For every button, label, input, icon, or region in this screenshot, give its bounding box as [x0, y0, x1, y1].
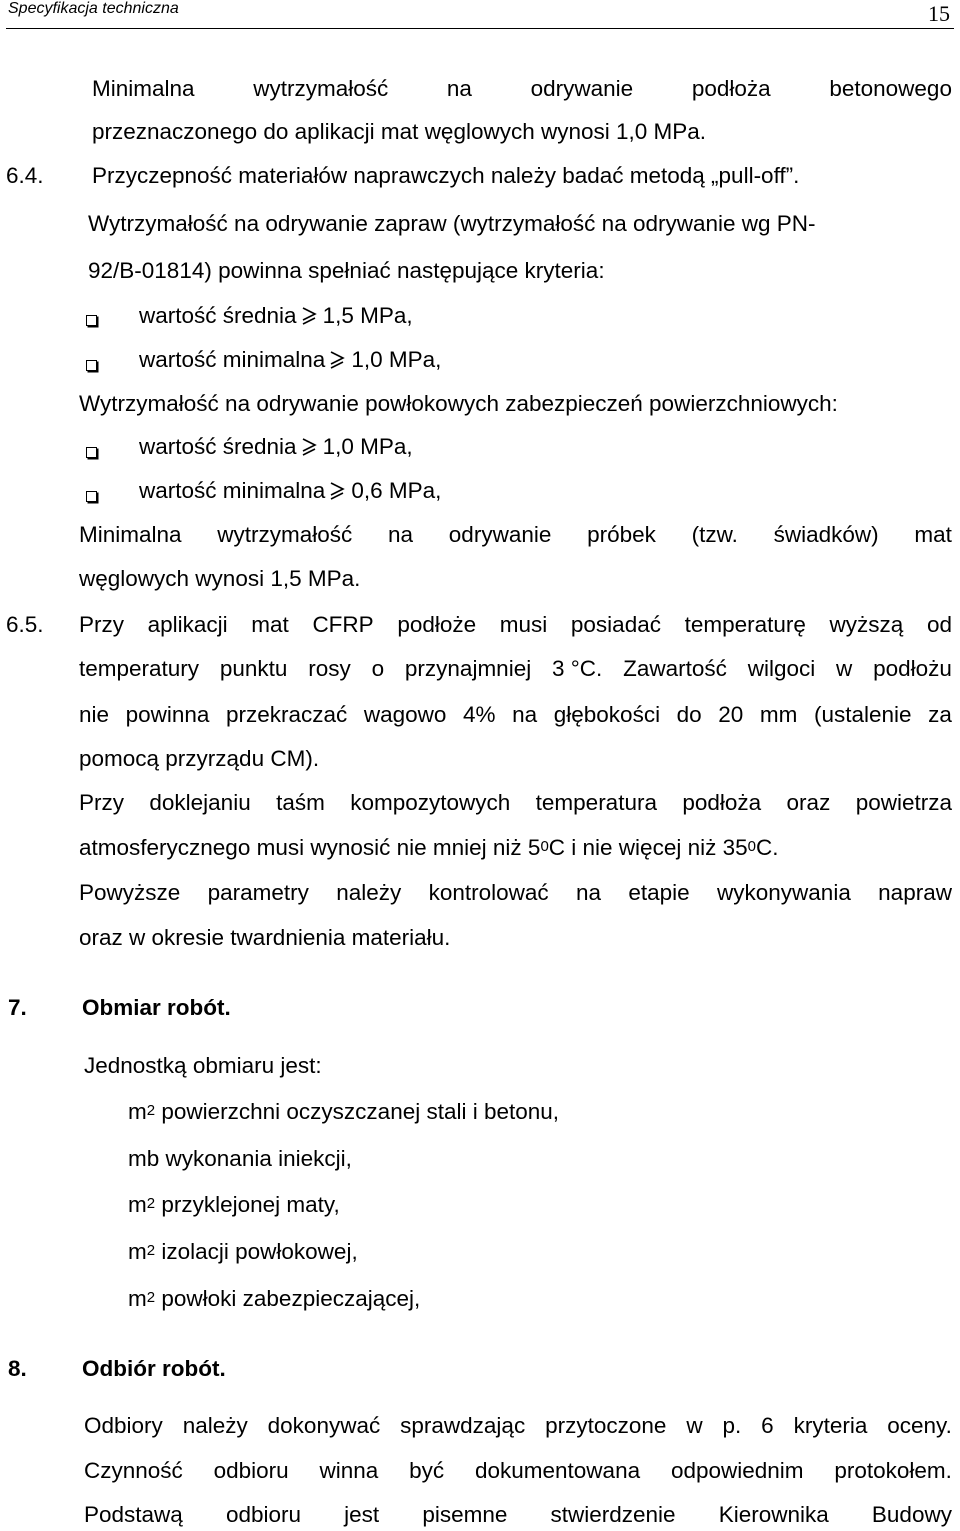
bullet-b2 — [139, 478, 441, 504]
word: Czynność — [84, 1458, 183, 1483]
word: do — [676, 702, 702, 727]
s65-line4: pomocą przyrządu CM). — [79, 746, 320, 771]
word: w — [836, 656, 853, 681]
word: być — [409, 1458, 445, 1483]
greater-equal-icon — [329, 350, 345, 370]
unit: m — [128, 1286, 147, 1311]
s8-line2 — [84, 1458, 952, 1484]
word: 6 — [761, 1413, 774, 1438]
checkbox-bullet-icon — [86, 315, 97, 326]
word: wytrzymałość — [217, 522, 353, 547]
word: taśm — [276, 790, 325, 815]
word: wykonywania — [717, 880, 851, 905]
word: (tzw. — [691, 522, 738, 547]
word: wilgoci — [747, 656, 816, 681]
word: odbioru — [213, 1458, 289, 1483]
word: przekraczać — [226, 702, 348, 727]
word: odrywanie — [530, 76, 634, 101]
word: świadków) — [773, 522, 879, 547]
word: należy — [336, 880, 402, 905]
word: Podstawą — [84, 1502, 183, 1527]
word: należy — [182, 1413, 248, 1438]
word: oraz — [786, 790, 831, 815]
word: próbek — [587, 522, 656, 547]
greater-equal-icon — [301, 306, 317, 326]
word: odpowiednim — [670, 1458, 804, 1483]
header-rule — [6, 28, 954, 29]
section-7-number: 7. — [8, 995, 27, 1020]
s7-intro: Jednostką obmiaru jest: — [84, 1053, 322, 1078]
bullet-b2-value: 0,6 MPa, — [351, 478, 442, 503]
s65-line8: oraz w okresie twardnienia materiału. — [79, 925, 451, 950]
item-text: wykonania iniekcji, — [165, 1146, 352, 1171]
s64-line2: Wytrzymałość na odrywanie zapraw (wytrzymałość na odrywanie wg PN- — [88, 211, 816, 236]
word: za — [928, 702, 952, 727]
bullet-b1 — [139, 434, 413, 460]
word: winna — [319, 1458, 379, 1483]
greater-equal-icon — [329, 481, 345, 501]
word: rosy — [308, 656, 351, 681]
bullet-b2-label: wartość minimalna — [139, 478, 326, 503]
bullet-a1-value: 1,5 MPa, — [322, 303, 413, 328]
word: podłożu — [873, 656, 952, 681]
unit: m — [128, 1099, 147, 1124]
s65-line1 — [79, 612, 952, 638]
word: dokonywać — [267, 1413, 381, 1438]
word: jest — [344, 1502, 380, 1527]
unit-superscript: 2 — [146, 1195, 156, 1212]
bullet-b1-label: wartość średnia — [139, 434, 297, 459]
word: CFRP — [312, 612, 374, 637]
word: Minimalna — [92, 76, 195, 101]
s64-line4: Wytrzymałość na odrywanie powłokowych zabezpieczeń powierzchniowych: — [79, 391, 838, 416]
word: powietrza — [855, 790, 952, 815]
word: mat — [251, 612, 289, 637]
s65-line6-part-b: C i nie więcej niż 35 — [548, 835, 748, 860]
s7-item-3 — [128, 1192, 340, 1221]
item-text: powierzchni oczyszczanej stali i betonu, — [161, 1099, 560, 1124]
word: p. — [722, 1413, 742, 1438]
unit: m — [128, 1239, 147, 1264]
s65-line6-part-c: C. — [755, 835, 779, 860]
word: kryteria — [793, 1413, 868, 1438]
word: o — [371, 656, 385, 681]
word: aplikacji — [147, 612, 228, 637]
s8-line1 — [84, 1413, 952, 1439]
unit-superscript: 2 — [146, 1242, 156, 1259]
s7-item-4 — [128, 1239, 358, 1268]
word: napraw — [878, 880, 952, 905]
word: podłoża — [682, 790, 762, 815]
item-text: przyklejonej maty, — [161, 1192, 340, 1217]
bullet-b1-value: 1,0 MPa, — [322, 434, 413, 459]
word: mm — [759, 702, 798, 727]
word: betonowego — [829, 76, 952, 101]
word: posiadać — [570, 612, 661, 637]
word: Przy — [79, 612, 124, 637]
word: parametry — [207, 880, 309, 905]
s8-line3 — [84, 1502, 952, 1528]
bullet-a1-label: wartość średnia — [139, 303, 297, 328]
word: Przy — [79, 790, 124, 815]
greater-equal-icon — [301, 437, 317, 457]
word: nie — [79, 702, 110, 727]
word: etapie — [628, 880, 690, 905]
word: oceny. — [887, 1413, 952, 1438]
word: stwierdzenie — [550, 1502, 676, 1527]
s65-line5 — [79, 790, 952, 816]
s7-item-1 — [128, 1099, 559, 1128]
word: doklejaniu — [149, 790, 251, 815]
word: kompozytowych — [350, 790, 511, 815]
word: Zawartość — [623, 656, 727, 681]
word: Budowy — [871, 1502, 952, 1527]
s65-line3 — [79, 702, 952, 728]
word: mat — [914, 522, 952, 547]
running-header-title: Specyfikacja techniczna — [8, 0, 179, 17]
unit-superscript: 2 — [146, 1289, 156, 1306]
word: odbioru — [225, 1502, 302, 1527]
word: (ustalenie — [813, 702, 912, 727]
item-text: powłoki zabezpieczającej, — [161, 1286, 421, 1311]
bullet-a2-label: wartość minimalna — [139, 347, 326, 372]
p1-line2: przeznaczonego do aplikacji mat węglowych wynosi 1,0 MPa. — [92, 119, 707, 144]
page-number: 15 — [928, 1, 950, 26]
checkbox-bullet-icon — [86, 360, 97, 371]
degree-superscript: 0 — [747, 838, 756, 855]
word: wyższą — [829, 612, 904, 637]
word: od — [926, 612, 952, 637]
word: sprawdzając — [400, 1413, 526, 1438]
word: na — [512, 702, 538, 727]
word: 20 — [718, 702, 744, 727]
word: na — [388, 522, 414, 547]
checkbox-bullet-icon — [86, 447, 97, 458]
p1-line1 — [92, 76, 952, 102]
word: 4% — [463, 702, 496, 727]
unit-superscript: 2 — [146, 1102, 156, 1119]
word: wytrzymałość — [253, 76, 389, 101]
word: musi — [499, 612, 548, 637]
unit: m — [128, 1192, 147, 1217]
word: temperatury — [79, 656, 200, 681]
word: protokołem. — [834, 1458, 952, 1483]
bullet-a2 — [139, 347, 441, 373]
word: przytoczone — [545, 1413, 667, 1438]
word: Odbiory — [84, 1413, 163, 1438]
s65-line2 — [79, 656, 952, 682]
unit: mb — [128, 1146, 160, 1171]
bullet-a1 — [139, 303, 413, 329]
item-text: izolacji powłokowej, — [161, 1239, 358, 1264]
section-6-4-number: 6.4. — [6, 163, 44, 188]
checkbox-bullet-icon — [86, 491, 97, 502]
s64-line3: 92/B-01814) powinna spełniać następujące kryteria: — [88, 258, 605, 283]
s65-line6 — [79, 835, 778, 864]
word: temperaturę — [684, 612, 806, 637]
s7-item-2 — [128, 1146, 352, 1172]
word: podłoże — [397, 612, 477, 637]
word: pisemne — [422, 1502, 508, 1527]
word: Kierownika — [718, 1502, 829, 1527]
word: odrywanie — [448, 522, 552, 547]
word: Powyższe — [79, 880, 181, 905]
word: powinna — [125, 702, 210, 727]
word: przynajmniej — [404, 656, 532, 681]
word: podłoża — [691, 76, 771, 101]
degree-superscript: 0 — [540, 838, 549, 855]
word: punktu — [219, 656, 288, 681]
s64-line1: Przyczepność materiałów naprawczych należy badać metodą „pull-off”. — [92, 163, 800, 188]
word: na — [446, 76, 472, 101]
word: Minimalna — [79, 522, 182, 547]
word: kontrolować — [428, 880, 549, 905]
word: temperatura — [535, 790, 657, 815]
section-8-number: 8. — [8, 1356, 27, 1381]
section-7-heading: Obmiar robót. — [82, 995, 231, 1020]
word: na — [576, 880, 602, 905]
word: głębokości — [553, 702, 661, 727]
word: w — [686, 1413, 703, 1438]
word: dokumentowana — [474, 1458, 641, 1483]
word: wagowo — [363, 702, 447, 727]
s65-line6-part-a: atmosferycznego musi wynosić nie mniej niż 5 — [79, 835, 541, 860]
word: 3 °C. — [552, 656, 603, 681]
section-8-heading: Odbiór robót. — [82, 1356, 226, 1381]
s65-line7 — [79, 880, 952, 906]
s64-line6: węglowych wynosi 1,5 MPa. — [79, 566, 361, 591]
section-6-5-number: 6.5. — [6, 612, 44, 637]
s7-item-5 — [128, 1286, 420, 1315]
s64-line5 — [79, 522, 952, 548]
bullet-a2-value: 1,0 MPa, — [351, 347, 442, 372]
